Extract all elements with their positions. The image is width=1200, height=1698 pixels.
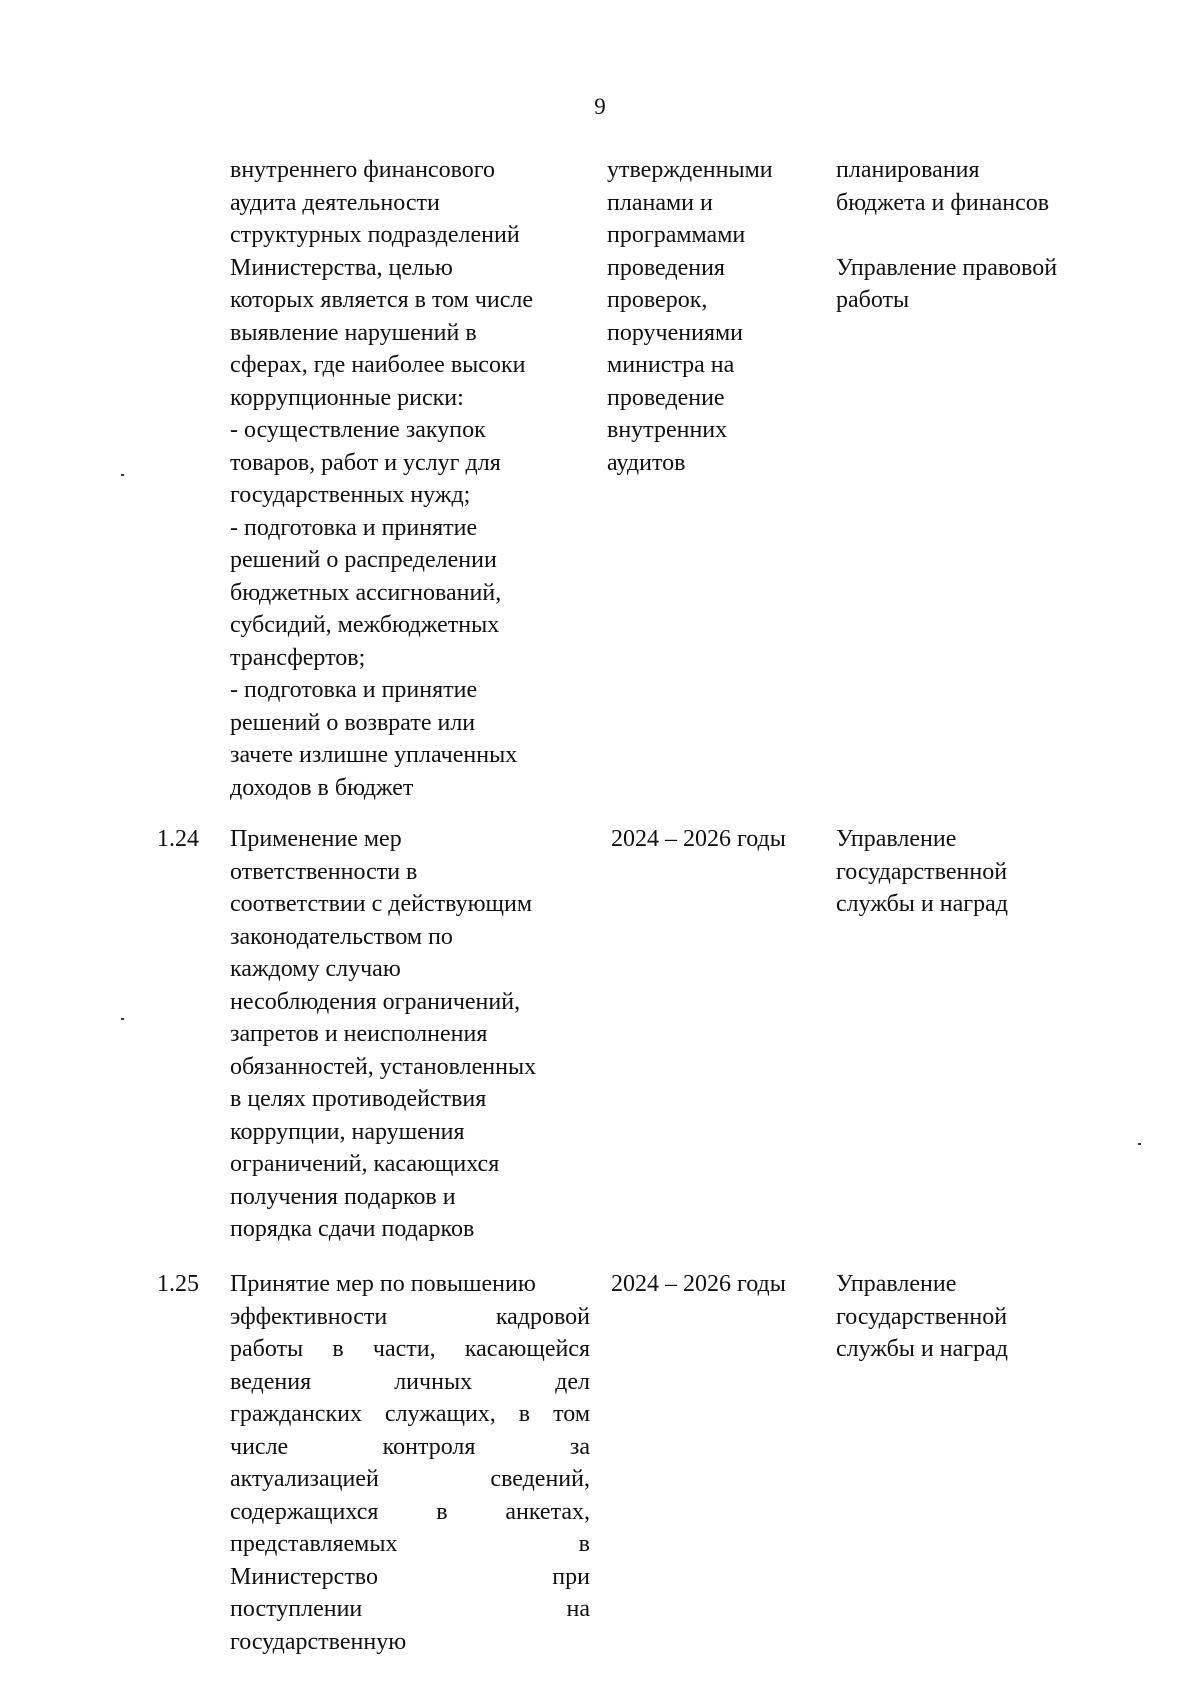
- text-line: планами и: [607, 189, 713, 216]
- text-line: бюджетных ассигнований,: [230, 579, 502, 606]
- text-line: Управление: [836, 826, 957, 852]
- text-line: ответственности в: [230, 858, 418, 885]
- text-line: государственной: [836, 858, 1008, 885]
- text-line: Применение мер: [230, 826, 402, 852]
- row-responsible: [836, 1268, 1126, 1366]
- row-term: 2024 – 2026 годы: [611, 826, 786, 852]
- text-line: эффективности кадровой: [230, 1303, 590, 1330]
- text-line: службы и наград: [836, 891, 1008, 917]
- text-line: доходов в бюджет: [230, 774, 414, 801]
- text-line: трансфертов;: [230, 644, 366, 671]
- text-line: структурных подразделений: [230, 222, 520, 248]
- text-line: Министерства, целью: [230, 254, 453, 281]
- text-line: соответствии с действующим: [230, 891, 533, 917]
- text-line: числе контроля за: [230, 1433, 590, 1460]
- text-line: планирования: [836, 157, 980, 183]
- text-line: аудитов: [607, 449, 686, 476]
- text-line: выявление нарушений в: [230, 319, 477, 346]
- spacer-line: [836, 219, 1126, 252]
- text-line: государственной: [836, 1303, 1008, 1330]
- text-line: порядка сдачи подарков: [230, 1216, 475, 1242]
- page-number: 9: [594, 94, 606, 119]
- text-line: - подготовка и принятие: [230, 677, 478, 703]
- text-line: запретов и неисполнения: [230, 1021, 488, 1047]
- scan-speck: [121, 474, 124, 476]
- text-line: внутренних: [607, 417, 728, 443]
- text-line: гражданских служащих, в том: [230, 1401, 590, 1427]
- text-line: - подготовка и принятие: [230, 514, 478, 541]
- text-line: решений о распределении: [230, 547, 497, 573]
- scan-speck: [1138, 1143, 1141, 1145]
- text-line: субсидий, межбюджетных: [230, 612, 500, 638]
- text-line: каждому случаю: [230, 956, 401, 982]
- text-line: государственных нужд;: [230, 482, 471, 508]
- text-line: программами: [607, 222, 746, 248]
- text-line: - осуществление закупок: [230, 417, 486, 443]
- text-line: бюджета и финансов: [836, 189, 1050, 216]
- text-line: поступлении на: [230, 1596, 590, 1622]
- text-line: службы и наград: [836, 1336, 1008, 1362]
- text-line: несоблюдения ограничений,: [230, 988, 521, 1015]
- text-line: проверок,: [607, 287, 708, 313]
- text-line: сферах, где наиболее высоки: [230, 352, 526, 378]
- text-line: представляемых в: [230, 1531, 590, 1557]
- text-line: утвержденными: [607, 157, 773, 183]
- text-line: ведения личных дел: [230, 1368, 590, 1395]
- text-line: законодательством по: [230, 923, 453, 950]
- text-line: поручениями: [607, 319, 744, 346]
- text-line: работы: [836, 287, 910, 313]
- text-line: проведение: [607, 384, 725, 411]
- text-line: в целях противодействия: [230, 1086, 487, 1112]
- text-line: Управление правовой: [836, 254, 1058, 281]
- text-line: министра на: [607, 352, 735, 378]
- text-line: зачете излишне уплаченных: [230, 742, 518, 768]
- text-line: Управление: [836, 1271, 957, 1297]
- row-term: 2024 – 2026 годы: [611, 1271, 786, 1297]
- text-line: обязанностей, установленных: [230, 1053, 537, 1080]
- continuation-responsible: [836, 154, 1126, 317]
- text-line: работы в части, касающейся: [230, 1336, 590, 1362]
- continuation-description: [230, 154, 600, 804]
- text-line: получения подарков и: [230, 1183, 456, 1210]
- text-line: товаров, работ и услуг для: [230, 449, 501, 476]
- text-line: проведения: [607, 254, 725, 281]
- row-number: 1.25: [157, 1271, 199, 1297]
- text-line: государственную: [230, 1628, 407, 1655]
- row-responsible: [836, 823, 1126, 921]
- text-line: внутреннего финансового: [230, 157, 495, 183]
- row-description: [230, 823, 600, 1246]
- text-line: коррупционные риски:: [230, 384, 464, 411]
- text-line: ограничений, касающихся: [230, 1151, 500, 1177]
- text-line: актуализацией сведений,: [230, 1466, 590, 1492]
- continuation-term: [607, 154, 807, 479]
- text-line: Министерство при: [230, 1563, 590, 1590]
- text-line: решений о возврате или: [230, 709, 476, 736]
- row-number: 1.24: [157, 826, 199, 852]
- text-line: которых является в том числе: [230, 287, 534, 313]
- text-line: коррупции, нарушения: [230, 1118, 465, 1145]
- row-description: [230, 1268, 600, 1658]
- text-line: аудита деятельности: [230, 189, 440, 216]
- text-line: содержащихся в анкетах,: [230, 1498, 590, 1525]
- scan-speck: [121, 1018, 124, 1020]
- text-line: Принятие мер по повышению: [230, 1271, 536, 1297]
